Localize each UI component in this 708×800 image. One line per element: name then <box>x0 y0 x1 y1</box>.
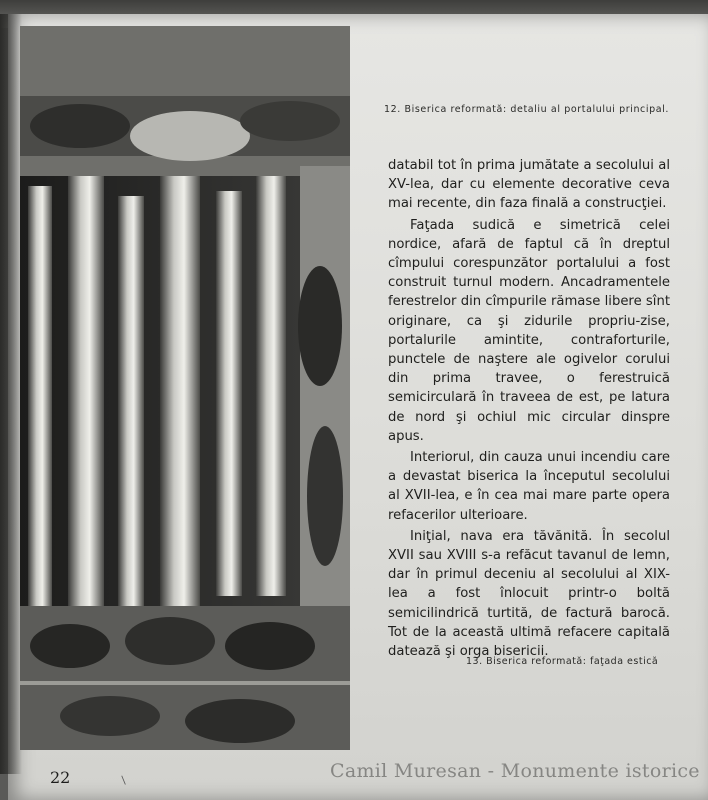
pencil-mark-icon: / <box>117 773 130 787</box>
page-number: 22 <box>50 768 71 787</box>
paragraph: Iniţial, nava era tăvănită. În secolul XVII sau XVIII s-a refăcut tavanul de lemn, dar în primul deceniu al secolului al XIX-lea a fost înlocuit printr-o boltă semicilindrică turtită, de factură barocă. Tot de la această ultimă refacere capitală datează şi orga bisericii. <box>388 528 670 660</box>
watermark: Camil Muresan - Monumente istorice <box>330 760 700 782</box>
portal-photograph <box>20 26 350 750</box>
figure-caption-12: 12. Biserica reformată: detaliu al portalului principal. <box>384 104 670 115</box>
figure-caption-13: 13. Biserica reformată: faţada estică <box>466 656 659 667</box>
portal-columns-image <box>20 26 350 750</box>
binding-shadow <box>0 14 22 774</box>
paragraph: Faţada sudică e simetrică celei nordice, afară de faptul că în dreptul cîmpului corespunzător portalului a fost construit turnul modern. Ancadramentele ferestrelor din cîmpurile rămase libere sînt originare, ca şi zidurile propriu-zise, portalurile amintite, contraforturile, punctele de naştere ale ogivelor corului din prima travee, o ferestruică semicirculară în traveea de est, pe latura de nord şi ochiul mic circular dinspre apus. <box>388 217 670 444</box>
paragraph: Interiorul, din cauza unui incendiu care a devastat biserica la începutul secolului al XVII-lea, e în cea mai mare parte opera refacerilor ulterioare. <box>388 450 670 523</box>
article-body <box>388 156 670 661</box>
paragraph: databil tot în prima jumătate a secolului al XV-lea, dar cu elemente decorative ceva mai recente, din faza finală a construcţiei. <box>388 158 670 212</box>
